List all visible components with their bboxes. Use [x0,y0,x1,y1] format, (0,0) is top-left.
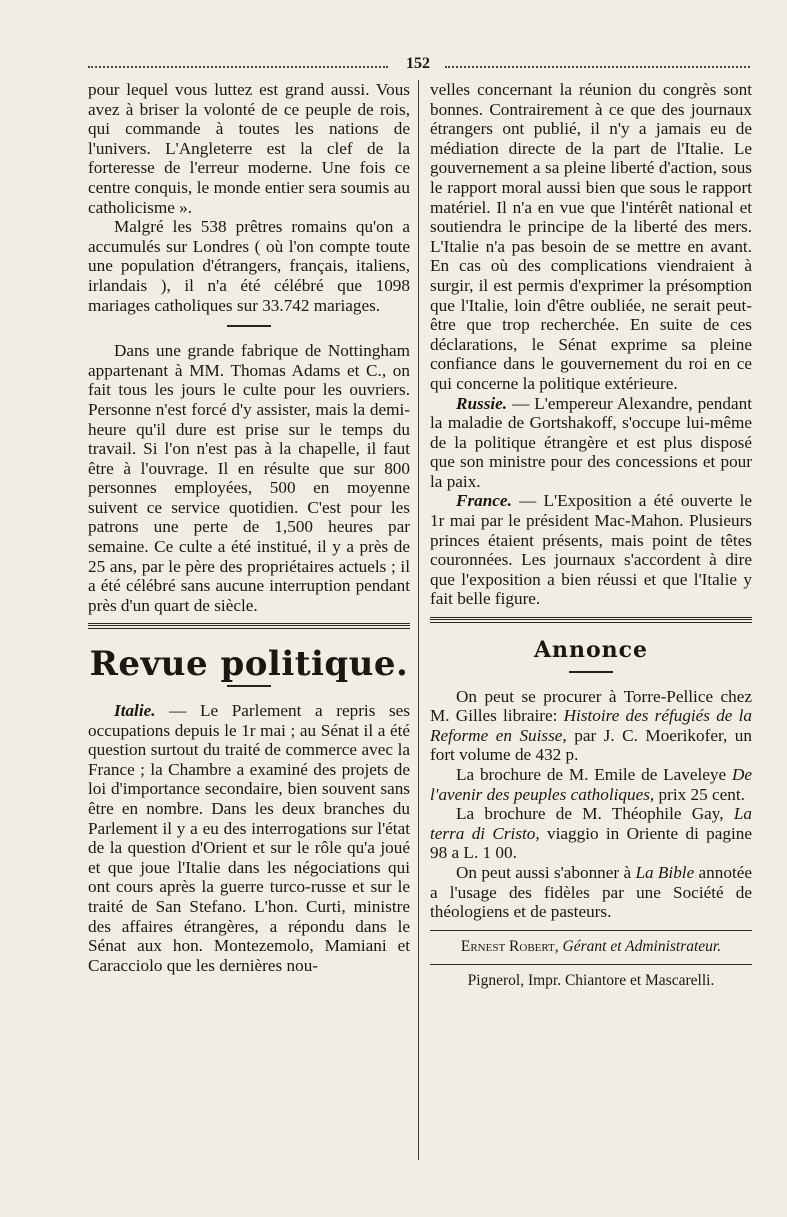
page-number: 152 [406,55,430,72]
right-column [430,80,752,991]
paragraph-italie [88,701,410,975]
signature-rule [430,964,752,965]
annonce-laveleye [430,765,752,804]
paragraph-londres: Malgré les 538 prêtres romains qu'on a accumulés sur Londres ( où l'on compte toute une population d'étrangers, français, italiens, irlandais ), il n'a été célébré que 1098 mariages catholiques sur 33.742 mariages. [88,217,410,315]
manager-name: Ernest Robert, [460,937,559,955]
left-column [88,80,410,975]
text-italie: — Le Parlement a repris ses occupations depuis le 1r mai ; au Sénat il a été question surtout du traité de commerce avec la France ; la Chambre a examiné des projets de loi d'importance secondaire, bien souvent sans être en nombre. Dans les deux branches du Parlement il y a eu des interrogations sur l'état de la question d'Orient et sur le rôle qu'a joué et que joue l'Italie dans les négociations qui ont cours après la guerre turco-russe et sur le traité de San Stefano. L'hon. Curti, ministre des affaires étrangères, a répondu dans le Sénat aux hon. Montezemolo, Mamiani et Caracciolo que les dernières nou- [88,701,410,975]
label-russie: Russie. [456,393,508,413]
signature [430,937,752,957]
manager-role: Gérant et Administrateur. [558,937,722,955]
section-title-annonce: Annonce [533,637,649,664]
paragraph-catholicisme: pour lequel vous luttez est grand aussi. Vous avez à briser la volonté de ce peuple de rois, qui commande à toutes les nations de l'univers. L'Angleterre est la clef de la forteresse de l'erreur moderne. Une fois ce centre conquis, le monde entier sera soumis au catholicisme ». [88,80,410,217]
paragraph-italie-continued: velles concernant la réunion du congrès sont bonnes. Contrairement à ce que des journaux étrangers ont publié, il n'y a jamais eu de médiation directe de la part de l'Italie. Le gouvernement a sa pleine liberté d'action, sous le rapport moral aussi bien que sous le rapport matériel. Il n'a en vue que l'intérêt national et soutiendra le principe de la liberté des mers. L'Italie n'a pas besoin de se mettre en avant. En cas où des complications viendraient à surgir, il est permis d'exprimer la présomption que l'Italie, loin d'être oubliée, ne serait peut-être que trop recherchée. En suite de ces déclarations, le Sénat exprime sa pleine confiance dans le gouvernement du roi en ce qui concerne la politique extérieure. [430,80,752,393]
page-header [88,56,750,74]
annonce-bible [430,863,752,922]
paragraph-france [430,491,752,609]
annonce-gay [430,804,752,863]
paragraph-russie [430,394,752,492]
text-russie: — L'empereur Alexandre, pendant la maladie de Gortshakoff, s'occupe lui-même de la politique étrangère et est plus disposé que son ministre pour des concessions et pour la paix. [430,393,752,491]
section-rule [88,623,410,626]
section-rule-thin [88,628,410,629]
signature-rule [430,930,752,931]
annonce-text: par J. C. Moerikofer, un fort volume de 432 p. [430,725,752,765]
annonce-text: viaggio in Oriente di pagine 98 a L. 1 00. [430,823,752,863]
annonce-text: On peut aussi s'abonner à [456,862,636,882]
section-rule [430,617,752,620]
annonce-text: annotée a l'usage des fidèles par une Société de théologiens et de pasteurs. [430,862,752,922]
book-title: La terra di Cristo, [430,804,752,843]
section-title-revue-politique: Revue politique. [89,644,409,685]
paragraph-nottingham: Dans une grande fabrique de Nottingham appartenant à MM. Thomas Adams et C., on fait tous les jours le culte pour les ouvriers. Personne n'est forcé d'y assister, mais la demi-heure qu'il dure est prise sur le temps du travail. Si l'on n'est pas à la chapelle, il faut être à l'ouvrage. Il en résulte que sur 800 personnes employées, 500 en moyenne suivent ce service quotidien. C'est pour les patrons une perte de 1,500 heures par semaine. Ce culte a été institué, il y a près de 25 ans, par le père des propriétaires actuels ; il a été célébré sans aucune interruption pendant près d'un quart de siècle. [88,341,410,615]
printer-imprint: Pignerol, Impr. Chiantore et Mascarelli. [467,972,715,990]
separator-dash [227,685,271,687]
annonce-moerikofer [430,687,752,765]
label-italie: Italie. [114,701,156,721]
separator-dash [569,671,613,673]
label-france: France. [456,491,512,511]
annonce-text: prix 25 cent. [654,784,745,804]
annonce-text: La brochure de M. Emile de Laveleye [456,765,732,784]
annonce-text: La brochure de M. Théophile Gay, [456,804,734,824]
text-france: — L'Exposition a été ouverte le 1r mai par le président Mac-Mahon. Plusieurs princes étaient présents, mais point de têtes couronnées. Les journaux s'accordent à dire que l'exposition a bien réussi et que l'Italie y fait belle figure. [430,491,752,609]
annonce-text: On peut se procurer à Torre-Pellice chez M. Gilles libraire: [430,686,752,726]
book-title: De l'avenir des peuples catholiques, [430,765,752,804]
book-title: La Bible [635,862,695,882]
separator-dash [227,325,271,327]
section-rule-thin [430,622,752,623]
column-divider [418,80,419,1160]
header-rule-right [445,66,750,68]
book-title: Histoire des réfugiés de la Reforme en Suisse, [430,706,752,745]
header-rule-left [88,66,388,68]
